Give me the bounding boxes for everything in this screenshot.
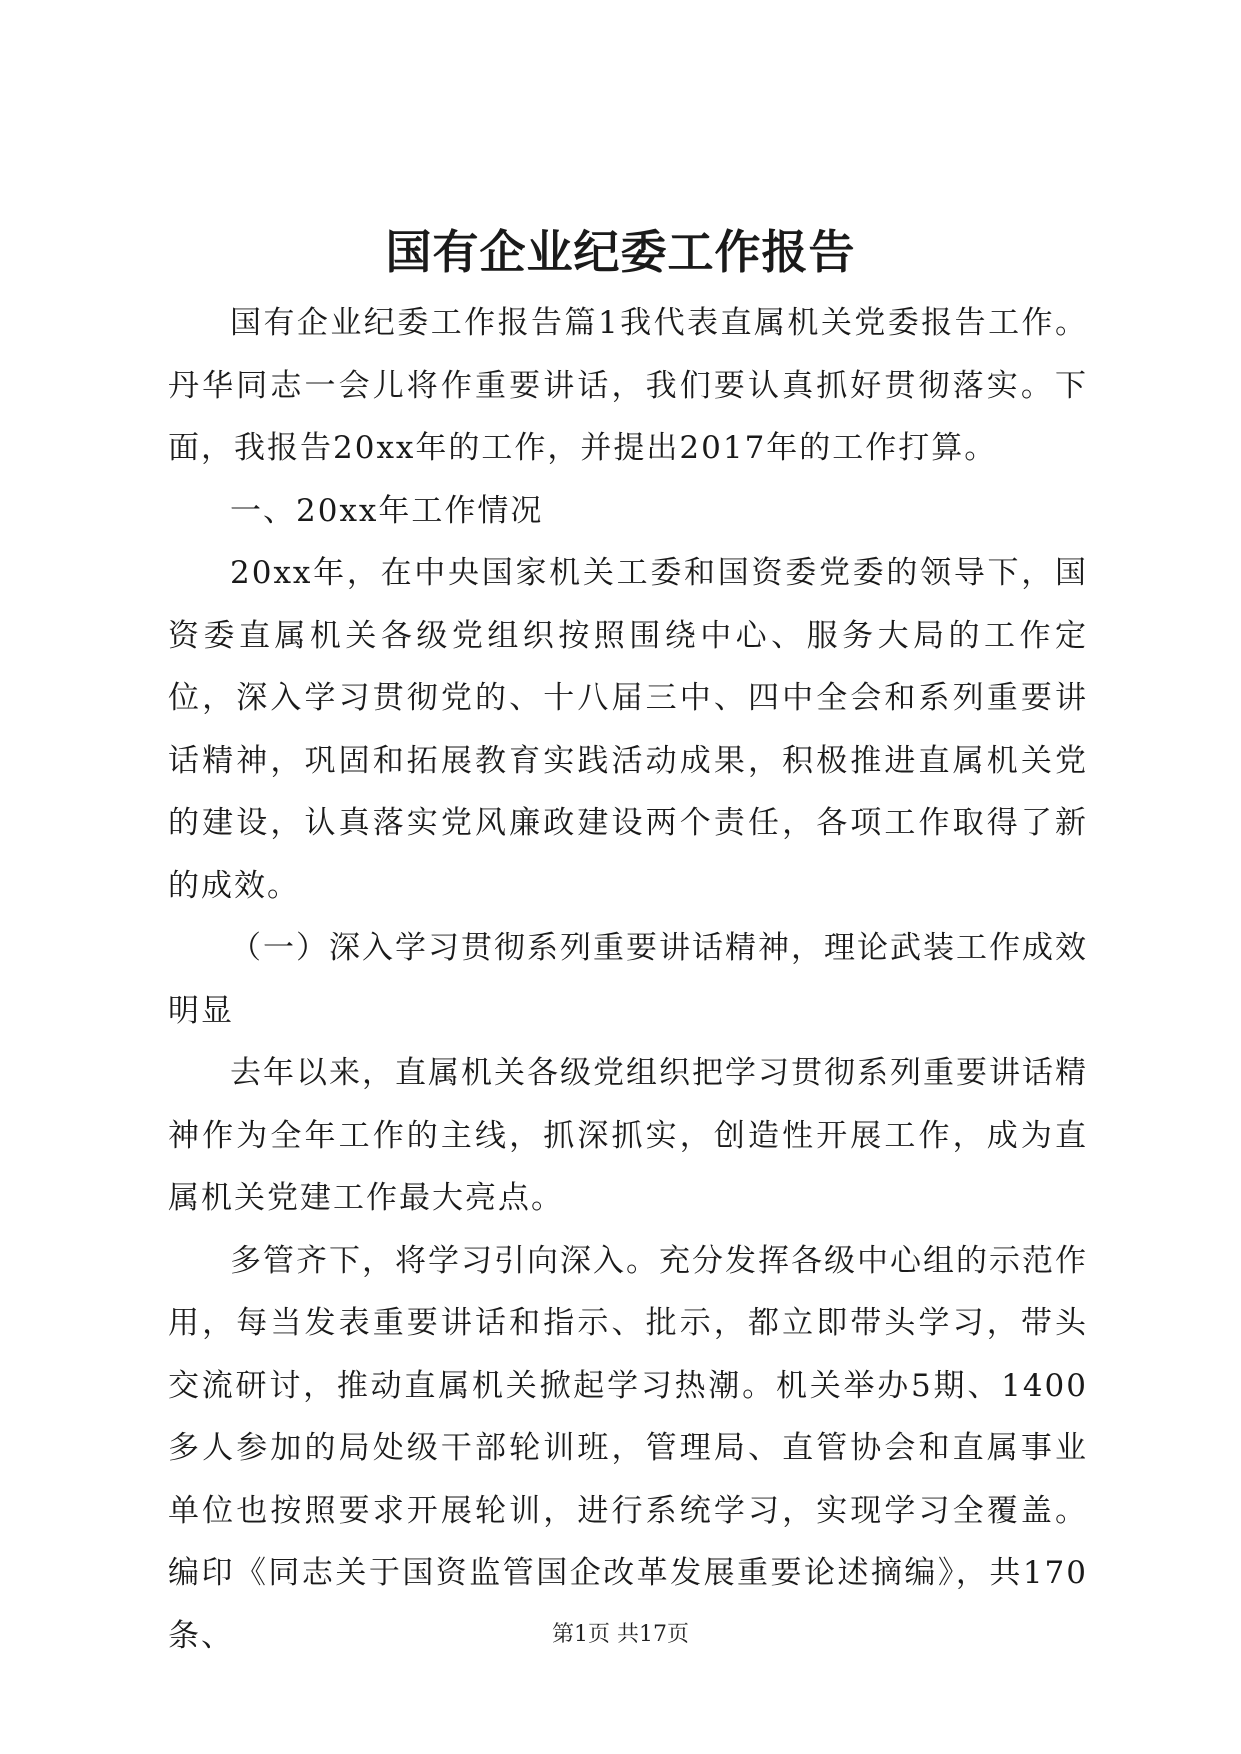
subsection-heading: （一）深入学习贯彻系列重要讲话精神，理论武装工作成效明显 [168, 930, 1088, 1029]
paragraph: 国有企业纪委工作报告篇1我代表直属机关党委报告工作。丹华同志一会儿将作重要讲话，我们要认真抓好贯彻落实。下面，我报告20xx年的工作，并提出2017年的工作打算。 [168, 305, 1088, 466]
document-title: 国有企业纪委工作报告 [385, 225, 856, 279]
paragraph: 多管齐下，将学习引向深入。充分发挥各级中心组的示范作用，每当发表重要讲话和指示、批示，都立即带头学习，带头交流研讨，推动直属机关掀起学习热潮。机关举办5期、1400多人参加的局处级干部轮训班，管理局、直管协会和直属事业单位也按照要求开展轮训，进行系统学习，实现学习全覆盖。编印《同志关于国资监管国企改革发展重要论述摘编》，共170条、 [168, 1242, 1088, 1654]
page-footer [0, 1620, 1241, 1650]
section-heading: 一、20xx年工作情况 [230, 492, 544, 529]
paragraph: 20xx年，在中央国家机关工委和国资委党委的领导下，国资委直属机关各级党组织按照围绕中心、服务大局的工作定位，深入学习贯彻党的、十八届三中、四中全会和系列重要讲话精神，巩固和拓展教育实践活动成果，积极推进直属机关党的建设，认真落实党风廉政建设两个责任，各项工作取得了新的成效。 [168, 555, 1088, 904]
document-body [168, 292, 1088, 1667]
page-number-label: 第1页 共17页 [552, 1622, 689, 1647]
paragraph: 去年以来，直属机关各级党组织把学习贯彻系列重要讲话精神作为全年工作的主线，抓深抓实，创造性开展工作，成为直属机关党建工作最大亮点。 [168, 1055, 1088, 1216]
